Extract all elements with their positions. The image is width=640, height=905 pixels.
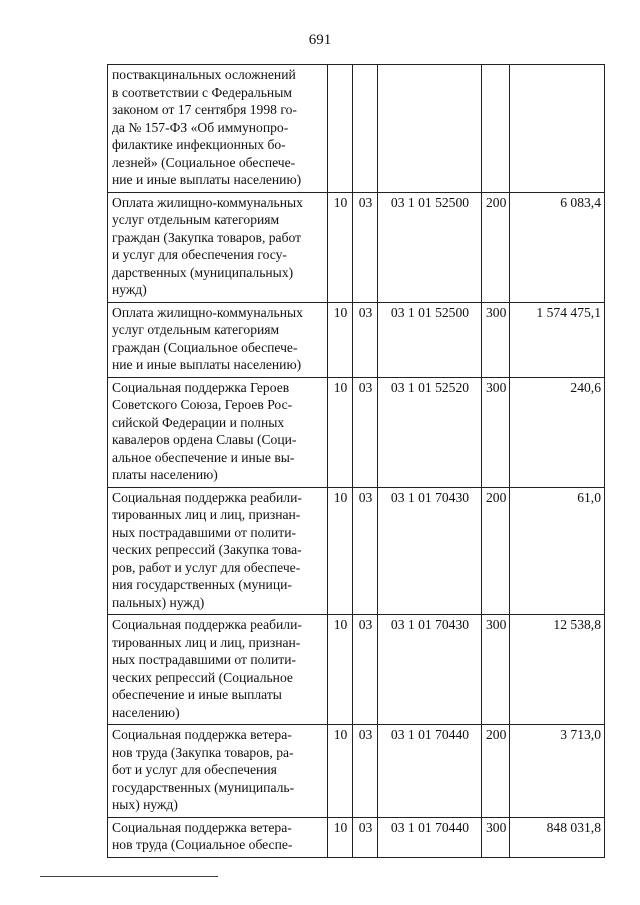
table-row <box>108 817 605 857</box>
row-section-code: 10 <box>328 192 353 302</box>
row-subsection-code: 03 <box>353 817 378 857</box>
table-row <box>108 192 605 302</box>
row-expense-type: 300 <box>482 302 510 377</box>
row-subsection-code: 03 <box>353 302 378 377</box>
row-amount: 240,6 <box>510 377 605 487</box>
row-expense-type: 200 <box>482 487 510 615</box>
row-target-article: 03 1 01 52500 <box>378 192 482 302</box>
table-row <box>108 615 605 725</box>
table-row <box>108 377 605 487</box>
row-expense-type: 200 <box>482 192 510 302</box>
row-item-name: Социальная поддержка реабили- тированных лиц и лиц, признан- ных пострадавшими от полити- ческих репрессий (Закупка това- ров, работ и услуг для обеспече- ния государственных (муници- пальных) нужд) <box>108 487 328 615</box>
row-section-code <box>328 65 353 193</box>
row-subsection-code <box>353 65 378 193</box>
row-target-article: 03 1 01 70430 <box>378 615 482 725</box>
row-amount: 12 538,8 <box>510 615 605 725</box>
row-item-name: Оплата жилищно-коммунальных услуг отдельным категориям граждан (Социальное обеспече- ние и иные выплаты населению) <box>108 302 328 377</box>
row-target-article: 03 1 01 70440 <box>378 817 482 857</box>
row-subsection-code: 03 <box>353 377 378 487</box>
row-item-name: Оплата жилищно-коммунальных услуг отдельным категориям граждан (Закупка товаров, работ и услуг для обеспечения госу- дарственных (муниципальных) нужд) <box>108 192 328 302</box>
row-subsection-code: 03 <box>353 192 378 302</box>
row-target-article <box>378 65 482 193</box>
page-number: 691 <box>308 32 332 48</box>
row-target-article: 03 1 01 70440 <box>378 725 482 818</box>
row-subsection-code: 03 <box>353 487 378 615</box>
row-expense-type: 300 <box>482 615 510 725</box>
row-section-code: 10 <box>328 302 353 377</box>
row-target-article: 03 1 01 70430 <box>378 487 482 615</box>
row-item-name: Социальная поддержка реабили- тированных лиц и лиц, признан- ных пострадавшими от полити- ческих репрессий (Социальное обеспечение и иные выплаты населению) <box>108 615 328 725</box>
row-target-article: 03 1 01 52520 <box>378 377 482 487</box>
row-section-code: 10 <box>328 615 353 725</box>
budget-table <box>107 64 605 858</box>
row-target-article: 03 1 01 52500 <box>378 302 482 377</box>
row-expense-type: 300 <box>482 377 510 487</box>
row-subsection-code: 03 <box>353 615 378 725</box>
row-amount: 1 574 475,1 <box>510 302 605 377</box>
row-amount: 848 031,8 <box>510 817 605 857</box>
row-expense-type <box>482 65 510 193</box>
row-item-name: Социальная поддержка ветера- нов труда (Социальное обеспе- <box>108 817 328 857</box>
row-amount: 61,0 <box>510 487 605 615</box>
row-amount <box>510 65 605 193</box>
row-amount: 3 713,0 <box>510 725 605 818</box>
row-section-code: 10 <box>328 377 353 487</box>
row-item-name: Социальная поддержка Героев Советского Союза, Героев Рос- сийской Федерации и полных кавалеров ордена Славы (Соци- альное обеспечение и иные вы- платы населению) <box>108 377 328 487</box>
row-section-code: 10 <box>328 725 353 818</box>
row-item-name: поствакцинальных осложнений в соответствии с Федеральным законом от 17 сентября 1998 го- да № 157-ФЗ «Об иммунопро- филактике инфекционных бо- лезней» (Социальное обеспече- ние и иные выплаты населению) <box>108 65 328 193</box>
row-item-name: Социальная поддержка ветера- нов труда (Закупка товаров, ра- бот и услуг для обеспечения государственных (муниципаль- ных) нужд) <box>108 725 328 818</box>
row-amount: 6 083,4 <box>510 192 605 302</box>
row-section-code: 10 <box>328 487 353 615</box>
table-row <box>108 65 605 193</box>
footnote-divider <box>40 876 218 877</box>
table-row <box>108 725 605 818</box>
table-row <box>108 487 605 615</box>
row-expense-type: 200 <box>482 725 510 818</box>
row-subsection-code: 03 <box>353 725 378 818</box>
row-section-code: 10 <box>328 817 353 857</box>
row-expense-type: 300 <box>482 817 510 857</box>
table-row <box>108 302 605 377</box>
